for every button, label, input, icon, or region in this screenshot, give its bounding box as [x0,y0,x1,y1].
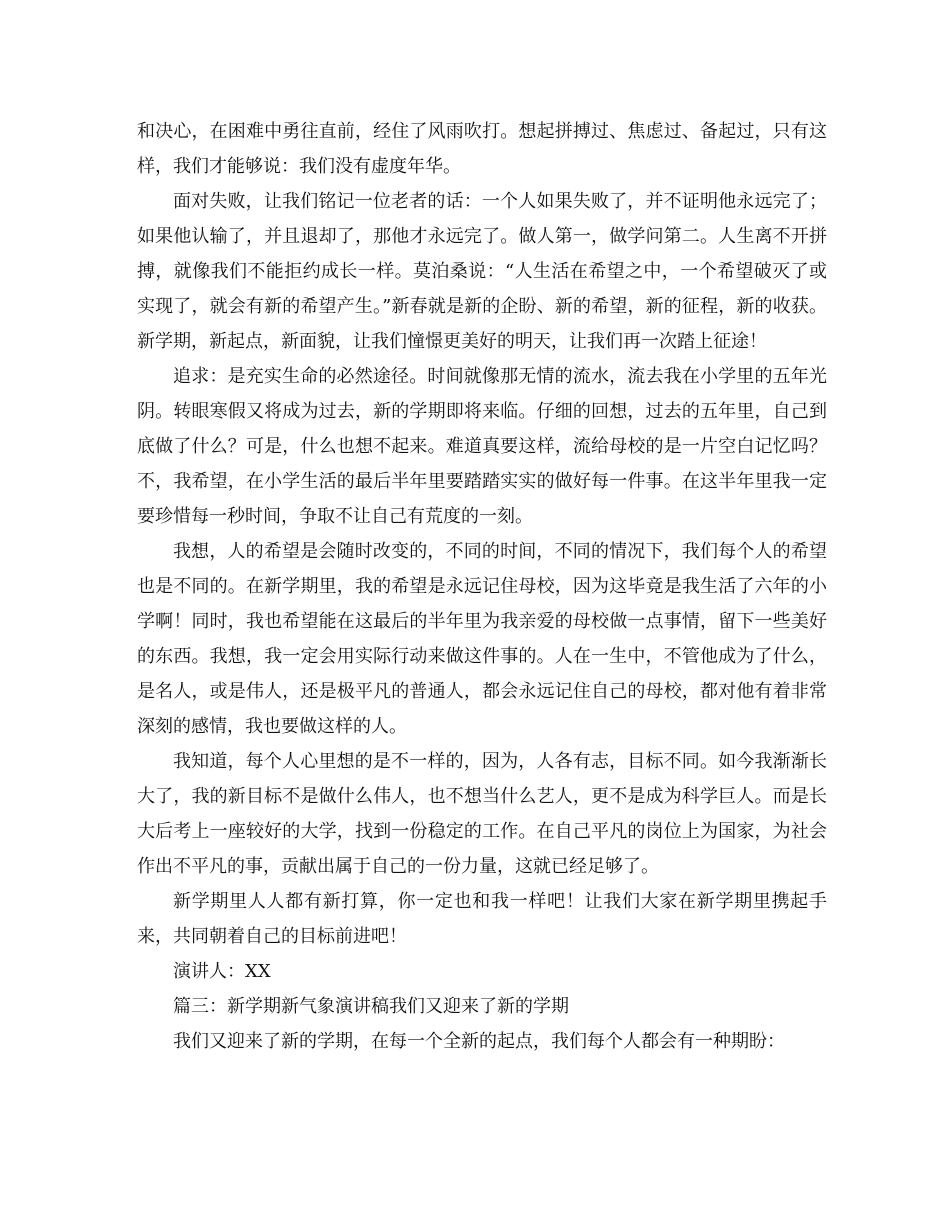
paragraph-pursuit: 追求：是充实生命的必然途径。时间就像那无情的流水，流去我在小学里的五年光阴。转眼寒假又将成为过去，新的学期即将来临。仔细的回想，过去的五年里，自己到底做了什么？可是，什么也想不起来。难道真要这样，流给母校的是一片空白记忆吗？不，我希望，在小学生活的最后半年里要踏踏实实的做好每一件事。在这半年里我一定要珍惜每一秒时间，争取不让自己有荒度的一刻。 [137,366,827,527]
paragraph-new-plans: 新学期里人人都有新打算，你一定也和我一样吧！让我们大家在新学期里携起手来，共同朝着自己的目标前进吧！ [137,891,827,947]
paragraph-goal: 我知道，每个人心里想的是不一样的，因为，人各有志，目标不同。如今我渐渐长大了，我的新目标不是做什么伟人，也不想当什么艺人，更不是成为科学巨人。而是长大后考上一座较好的大学，找到一份稳定的工作。在自己平凡的岗位上为国家，为社会作出不平凡的事，贡献出属于自己的一份力量，这就已经足够了。 [137,751,827,877]
paragraph-continued: 和决心，在困难中勇往直前，经住了风雨吹打。想起拼搏过、焦虑过、备起过，只有这样，我们才能够说：我们没有虚度年华。 [137,121,827,177]
paragraph-hope: 我想，人的希望是会随时改变的，不同的时间，不同的情况下，我们每个人的希望也是不同的。在新学期里，我的希望是永远记住母校，因为这毕竟是我生活了六年的小学啊！同时，我也希望能在这最后的半年里为我亲爱的母校做一点事情，留下一些美好的东西。我想，我一定会用实际行动来做这件事的。人在一生中，不管他成为了什么，是名人，或是伟人，还是极平凡的普通人，都会永远记住自己的母校，都对他有着非常深刻的感情，我也要做这样的人。 [137,541,827,737]
paragraph-new-semester: 我们又迎来了新的学期，在每一个全新的起点，我们每个人都会有一种期盼： [173,1031,785,1052]
speaker-line: 演讲人：XX [173,961,271,982]
section-heading: 篇三：新学期新气象演讲稿我们又迎来了新的学期 [173,996,569,1017]
document-body [137,114,827,1059]
paragraph-failure: 面对失败，让我们铭记一位老者的话：一个人如果失败了，并不证明他永远完了；如果他认输了，并且退却了，那他才永远完了。做人第一，做学问第二。人生离不开拼搏，就像我们不能拒约成长一样。莫泊桑说：“人生活在希望之中，一个希望破灭了或实现了，就会有新的希望产生。”新春就是新的企盼、新的希望，新的征程，新的收获。新学期，新起点，新面貌，让我们憧憬更美好的明天，让我们再一次踏上征途！ [137,191,827,352]
